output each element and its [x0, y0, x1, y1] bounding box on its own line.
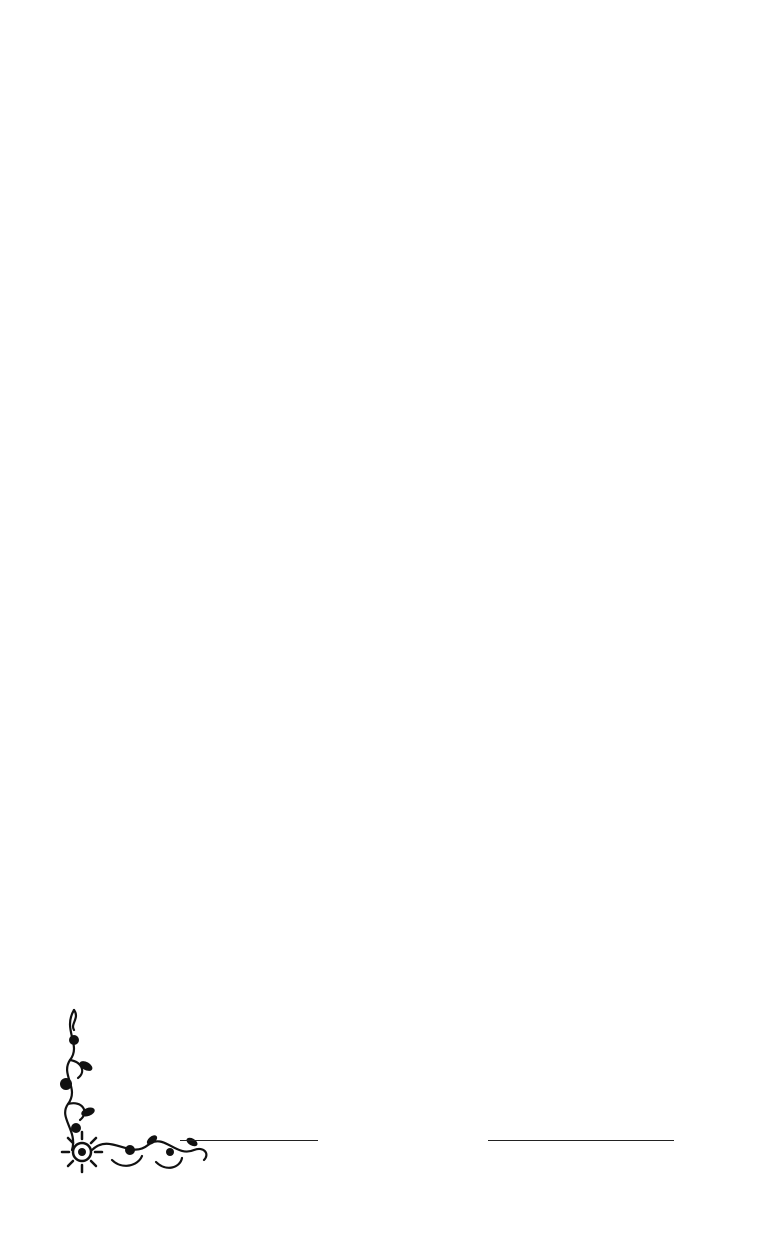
- floral-ornament-icon: [52, 1000, 217, 1180]
- footer-rule-right: [488, 1140, 674, 1141]
- footer-rule-left: [180, 1140, 318, 1141]
